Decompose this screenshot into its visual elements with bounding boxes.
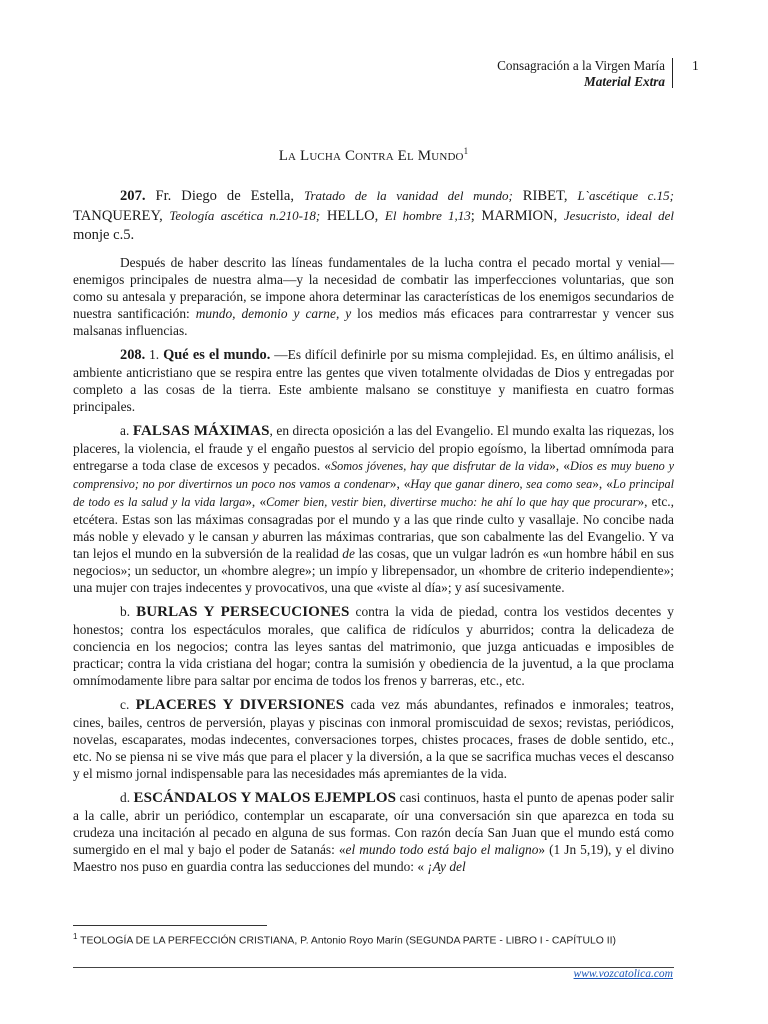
text-run: Después de haber descrito las líneas fundamentales de la lucha contra el pecado mortal y venial—enemigos principales de nuestra alma—y la necesidad de combatir las imperfecciones voluntarias, que son como su antesala y preparación, se impone ahora determinar las características de los enemigos secundarios de nuestra santificación: <box>73 255 674 321</box>
text-run: », etc., etcétera. Estas son las máximas consagradas por el mundo y a las que rinde culto y vasallaje. No concibe nada más noble y elevado y le cansan <box>73 494 674 544</box>
text-run: monje c.5. <box>73 227 135 243</box>
footnote <box>73 932 693 946</box>
header-title: Consagración a la Virgen María <box>497 58 665 73</box>
text-run: casi continuos, hasta el punto de apenas poder salir a la calle, abrir un periódico, contemplar un escaparate, oír una conversación sin que aparezca en toda su crudeza una incitación al pecado en alguna de sus formas. Con razón decía San Juan que el mundo está como sumergido en el mal y bajo el poder de Satanás: « <box>73 790 674 857</box>
italic-run: y <box>252 529 259 544</box>
text-run: HELLO, <box>320 208 385 224</box>
item-label: c. <box>120 697 136 712</box>
page-title <box>73 146 674 165</box>
text-run: », « <box>592 476 613 491</box>
text-run: las cosas, que un vulgar ladrón es «un hombre hábil en sus negocios»; un seductor, un «hombre alegre»; un impío y librepensador, un «hombre de criterio independiente»; una mujer con trajes indecentes y provocativos, una que «viste al día»; y así sucesivamente. <box>73 546 675 595</box>
item-title: ESCÁNDALOS Y MALOS EJEMPLOS <box>133 790 397 806</box>
page-title-text: La Lucha Contra El Mundo <box>278 148 464 164</box>
item-label: b. <box>120 604 137 619</box>
footnote-marker: 1 <box>73 932 78 941</box>
quote-run: Dios es muy bueno y comprensivo; no por divertirnos un poco nos vamos a condenar <box>73 459 674 491</box>
text-run: los medios más eficaces para contrarrestar y vencer sus malsanas influencias. <box>73 306 674 338</box>
section-heading: Qué es el mundo. <box>163 347 271 363</box>
quote-run: el mundo todo está bajo el maligno <box>345 842 539 857</box>
paragraph-b <box>73 603 674 689</box>
text-run: Fr. Diego de Estella, <box>145 188 304 204</box>
footnote-ref: 1 <box>463 146 469 156</box>
text-run: », « <box>549 458 570 473</box>
text-run: cada vez más abundantes, refinados e inmorales; teatros, cines, bailes, centros de perversión, playas y piscinas con inmoral promiscuidad de sexos; revistas, periódicos, novelas, escaparates, modas indecentes, conversaciones torpes, chistes procaces, frases de doble sentido, etc., etc. No se piensa ni se vive más que para el placer y la diversión, a la que se sacrifica muchas veces el descanso y el mismo jornal indispensable para las necesidades más apremiantes de la vida. <box>73 697 674 781</box>
paragraph-number: 208. <box>120 347 146 363</box>
italic-run: Jesucristo, ideal del <box>563 208 675 223</box>
paragraph-d <box>73 789 674 875</box>
item-title: BURLAS Y PERSECUCIONES <box>136 604 350 620</box>
paragraph-c <box>73 696 674 782</box>
text-run: ; MARMION, <box>470 208 564 224</box>
quote-run: Hay que ganar dinero, sea como sea <box>410 477 593 491</box>
footnote-text: TEOLOGÍA DE LA PERFECCIÓN CRISTIANA, P. Antonio Royo Marín (SEGUNDA PARTE - LIBRO I - CAPÍTULO II) <box>77 935 616 947</box>
text-run: » (1 Jn 5,19), y el divino Maestro nos puso en guardia contra las seducciones del mundo: « <box>73 842 674 874</box>
main-content <box>73 146 674 882</box>
text-run: contra la vida de piedad, contra los vestidos decentes y honestos; contra los espectáculos morales, que califica de ridículos y aburridos; contra la delicadeza de conciencia en los negocios; contra las leyes santas del matrimonio, que juzga anticuadas e imposibles de practicar; contra la vida cristiana del hogar; contra la sumisión y obediencia de la juventud, a la que proclama omnímodamente libre para saltar por encima de todos los frenos y barreras, etc., etc. <box>73 604 674 688</box>
text-run: TANQUEREY, <box>73 208 170 224</box>
paragraph-number: 207. <box>120 188 146 204</box>
running-header <box>497 58 673 88</box>
quote-run: Comer bien, vestir bien, divertirse mucho: he ahí lo que hay que procurar <box>266 495 638 509</box>
quote-run: Somos jóvenes, hay que disfrutar de la vida <box>331 459 550 473</box>
quote-run: ¡Ay del <box>427 859 466 874</box>
italic-run: Tratado de la vanidad del mundo; <box>303 188 513 203</box>
text-run: 1. <box>145 347 164 362</box>
paragraph-207 <box>73 186 674 245</box>
header-subtitle: Material Extra <box>584 74 665 89</box>
italic-run: Teología ascética n.210-18; <box>169 208 321 223</box>
italic-run: de <box>342 546 355 561</box>
text-run: », « <box>389 476 411 491</box>
footnote-divider <box>73 925 267 926</box>
item-title: PLACERES Y DIVERSIONES <box>135 697 345 713</box>
text-run: RIBET, <box>512 188 578 204</box>
paragraph-208 <box>73 346 674 415</box>
italic-run: mundo, demonio y carne, y <box>195 306 352 321</box>
footer-website-link[interactable]: www.vozcatolica.com <box>573 968 673 980</box>
item-label: a. <box>120 423 133 438</box>
item-label: d. <box>120 790 134 805</box>
text-run: , en directa oposición a las del Evangelio. El mundo exalta las riquezas, los placeres, la violencia, el fraude y el engaño puestos al servicio del propio egoísmo, la libertad omnímoda para entregarse a toda clase de excesos y pecados. « <box>73 423 675 473</box>
text-run: aburren las máximas contrarias, que son cabalmente las del Evangelio. Y va tan lejos el mundo en la subversión de la realidad <box>73 529 674 561</box>
text-run: —Es difícil definirle por su misma complejidad. Es, en último análisis, el ambiente anticristiano que se respira entre las gentes que viven totalmente olvidadas de Dios y entregadas por completo a las cosas de la tierra. Este ambiente malsano se constituye y manifiesta en cuatro formas principales. <box>73 347 675 414</box>
item-title: FALSAS MÁXIMAS <box>132 423 270 439</box>
italic-run: El hombre 1,13 <box>384 208 471 223</box>
page-number: 1 <box>692 58 699 73</box>
paragraph-a <box>73 422 674 596</box>
text-run: », « <box>245 494 267 509</box>
paragraph-intro <box>73 254 674 339</box>
italic-run: L`ascétique c.15; <box>577 188 674 203</box>
quote-run: Lo principal de todo es la salud y la vida larga <box>73 477 674 509</box>
